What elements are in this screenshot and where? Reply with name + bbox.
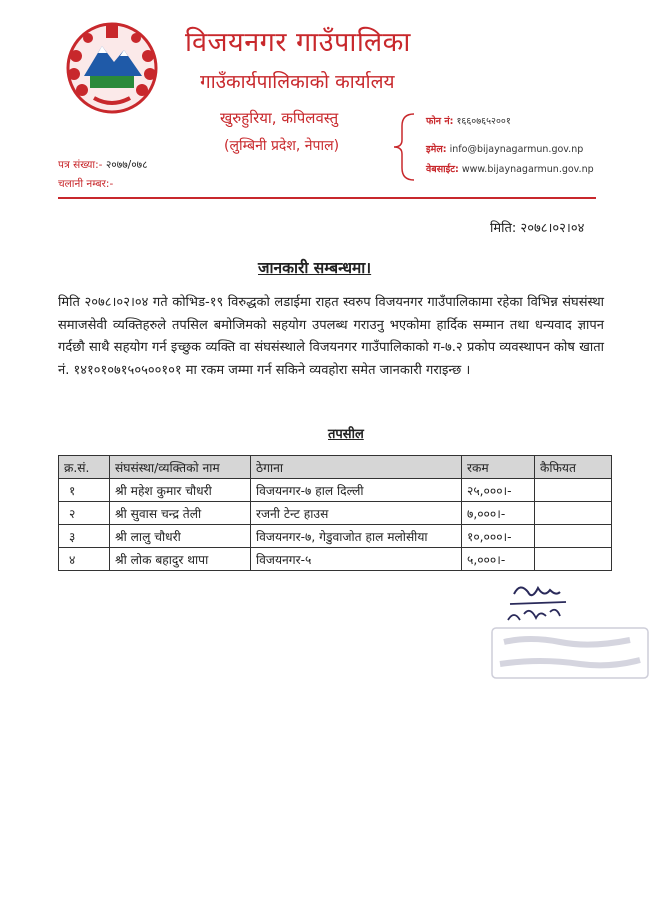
cell-name: श्री लालु चौधरी xyxy=(110,525,251,548)
cell-amount: ७,०००।- xyxy=(462,502,535,525)
table-row xyxy=(59,502,612,525)
signature-stamp xyxy=(490,580,650,690)
col-serial: क्र.सं. xyxy=(59,456,110,479)
letter-subject: जानकारी सम्बन्धमा। xyxy=(258,259,372,277)
cell-amount: २५,०००।- xyxy=(462,479,535,502)
municipality-title: विजयनगर गाउँपालिका xyxy=(185,27,411,58)
col-address: ठेगाना xyxy=(251,456,462,479)
details-heading: तपसील xyxy=(328,427,364,442)
office-address: खुरुहुरिया, कपिलवस्तु xyxy=(220,109,339,127)
office-province: (लुम्बिनी प्रदेश, नेपाल) xyxy=(224,138,340,154)
col-remarks: कैफियत xyxy=(535,456,612,479)
header-divider xyxy=(58,197,596,199)
cell-name: श्री सुवास चन्द्र तेली xyxy=(110,502,251,525)
letter-number: पत्र संख्या:- २०७७/०७८ xyxy=(58,159,148,171)
cell-serial: २ xyxy=(59,502,110,525)
contact-website: वेबसाईट: www.bijaynagarmun.gov.np xyxy=(426,164,594,175)
dispatch-number: चलानी नम्बर:- xyxy=(58,178,114,190)
cell-address: विजयनगर-५ xyxy=(251,548,462,571)
cell-remarks xyxy=(535,479,612,502)
cell-address: रजनी टेन्ट हाउस xyxy=(251,502,462,525)
cell-amount: ५,०००।- xyxy=(462,548,535,571)
cell-serial: ३ xyxy=(59,525,110,548)
cell-remarks xyxy=(535,525,612,548)
office-name: गाउँकार्यपालिकाको कार्यालय xyxy=(200,71,395,93)
table-row xyxy=(59,479,612,502)
cell-name: श्री लोक बहादुर थापा xyxy=(110,548,251,571)
cell-serial: ४ xyxy=(59,548,110,571)
table-row xyxy=(59,548,612,571)
cell-remarks xyxy=(535,502,612,525)
cell-address: विजयनगर-७ हाल दिल्ली xyxy=(251,479,462,502)
contact-brace xyxy=(392,112,416,182)
letter-date: मिति: २०७८।०२।०४ xyxy=(490,221,585,236)
cell-name: श्री महेश कुमार चौधरी xyxy=(110,479,251,502)
contact-phone: फोन नं: १६६०७६५२००१ xyxy=(426,116,511,127)
cell-remarks xyxy=(535,548,612,571)
col-name: संघसंस्था/व्यक्तिको नाम xyxy=(110,456,251,479)
donor-table xyxy=(58,455,612,571)
table-header-row xyxy=(59,456,612,479)
table-row xyxy=(59,525,612,548)
government-emblem-logo xyxy=(62,16,162,116)
cell-serial: १ xyxy=(59,479,110,502)
col-amount: रकम xyxy=(462,456,535,479)
cell-address: विजयनगर-७, गेडुवाजोत हाल मलोसीया xyxy=(251,525,462,548)
letter-body: मिति २०७८।०२।०४ गते कोभिड-१९ विरुद्धको लडाईमा राहत स्वरुप विजयनगर गाउँपालिकामा रहेका विभिन्न संघसंस्था समाजसेवी व्यक्तिहरुले तपसिल बमोजिमको सहयोग उपलब्ध गराउनु भएकोमा हार्दिक सम्मान तथा धन्यवाद ज्ञापन गर्दछौ साथै सहयोग गर्न इच्छुक व्यक्ति वा संघसंस्थाले विजयनगर गाउँपालिकाको ग-७.२ प्रकोप व्यवस्थापन कोष खाता नं. १४१०१०७१५०५००१०१ मा रकम जम्मा गर्न सकिने व्यवहोरा समेत जानकारी गराइन्छ । xyxy=(58,295,604,378)
contact-email: इमेल: info@bijaynagarmun.gov.np xyxy=(426,144,584,155)
cell-amount: १०,०००।- xyxy=(462,525,535,548)
